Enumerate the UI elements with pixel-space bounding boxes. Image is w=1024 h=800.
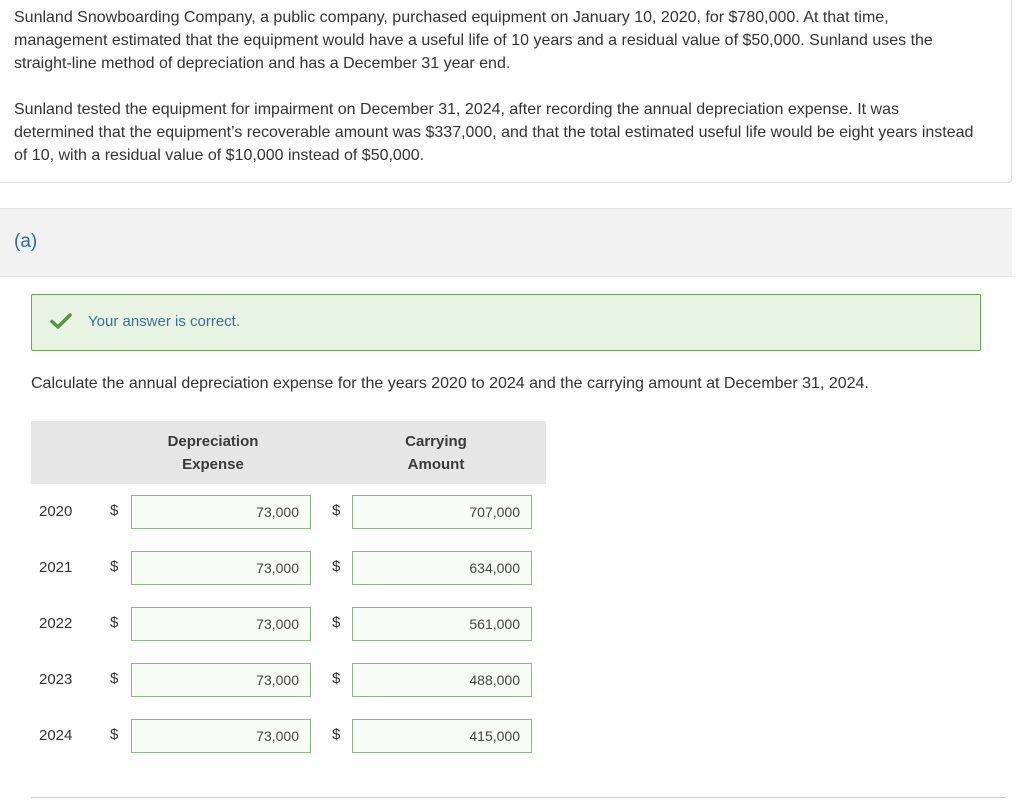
table-row <box>0 607 560 643</box>
check-icon <box>50 312 72 330</box>
carrying-amount-input[interactable]: 488,000 <box>352 663 532 697</box>
depreciation-input[interactable]: 73,000 <box>131 719 311 753</box>
table-row <box>0 719 560 755</box>
year-label: 2024 <box>39 727 73 744</box>
carrying-amount-input[interactable]: 561,000 <box>352 607 532 641</box>
carrying-amount-input[interactable]: 415,000 <box>352 719 532 753</box>
currency-symbol: $ <box>110 614 119 631</box>
table-row <box>0 495 560 531</box>
section-divider <box>31 797 1006 798</box>
carrying-amount-input[interactable]: 707,000 <box>352 495 532 529</box>
part-label: (a) <box>14 231 38 252</box>
carrying-amount-input[interactable]: 634,000 <box>352 551 532 585</box>
problem-paragraph-1: Sunland Snowboarding Company, a public company, purchased equipment on January 10, 2020, for $780,000. At that time, management estimated that the equipment would have a useful life of 10 years and a residual value of $50,000. Sunland uses the straight-line method of depreciation and has a December 31 year end. <box>14 9 933 72</box>
currency-symbol: $ <box>110 670 119 687</box>
depreciation-input[interactable]: 73,000 <box>131 495 311 529</box>
column-header-carrying: Carrying Amount <box>405 433 467 473</box>
currency-symbol: $ <box>110 726 119 743</box>
problem-statement <box>0 0 1012 183</box>
table-row <box>0 551 560 587</box>
currency-symbol: $ <box>332 558 341 575</box>
currency-symbol: $ <box>110 502 119 519</box>
currency-symbol: $ <box>110 558 119 575</box>
table-header <box>31 421 546 484</box>
currency-symbol: $ <box>332 726 341 743</box>
year-label: 2022 <box>39 615 73 632</box>
year-label: 2020 <box>39 503 73 520</box>
currency-symbol: $ <box>332 614 341 631</box>
depreciation-input[interactable]: 73,000 <box>131 607 311 641</box>
table-row <box>0 663 560 699</box>
feedback-text: Your answer is correct. <box>88 313 241 330</box>
problem-paragraph-2: Sunland tested the equipment for impairment on December 31, 2024, after recording the annual depreciation expense. It was determined that the equipment’s recoverable amount was $337,000, and that the total estimated useful life would be eight years instead of 10, with a residual value of $10,000 instead of $50,000. <box>14 101 974 164</box>
year-label: 2021 <box>39 559 73 576</box>
depreciation-input[interactable]: 73,000 <box>131 551 311 585</box>
feedback-banner <box>31 294 981 351</box>
column-header-depreciation: Depreciation Expense <box>167 433 259 473</box>
depreciation-input[interactable]: 73,000 <box>131 663 311 697</box>
year-label: 2023 <box>39 671 73 688</box>
part-a-header <box>0 208 1012 277</box>
currency-symbol: $ <box>332 502 341 519</box>
question-instruction: Calculate the annual depreciation expense for the years 2020 to 2024 and the carrying amount at December 31, 2024. <box>31 375 869 392</box>
currency-symbol: $ <box>332 670 341 687</box>
